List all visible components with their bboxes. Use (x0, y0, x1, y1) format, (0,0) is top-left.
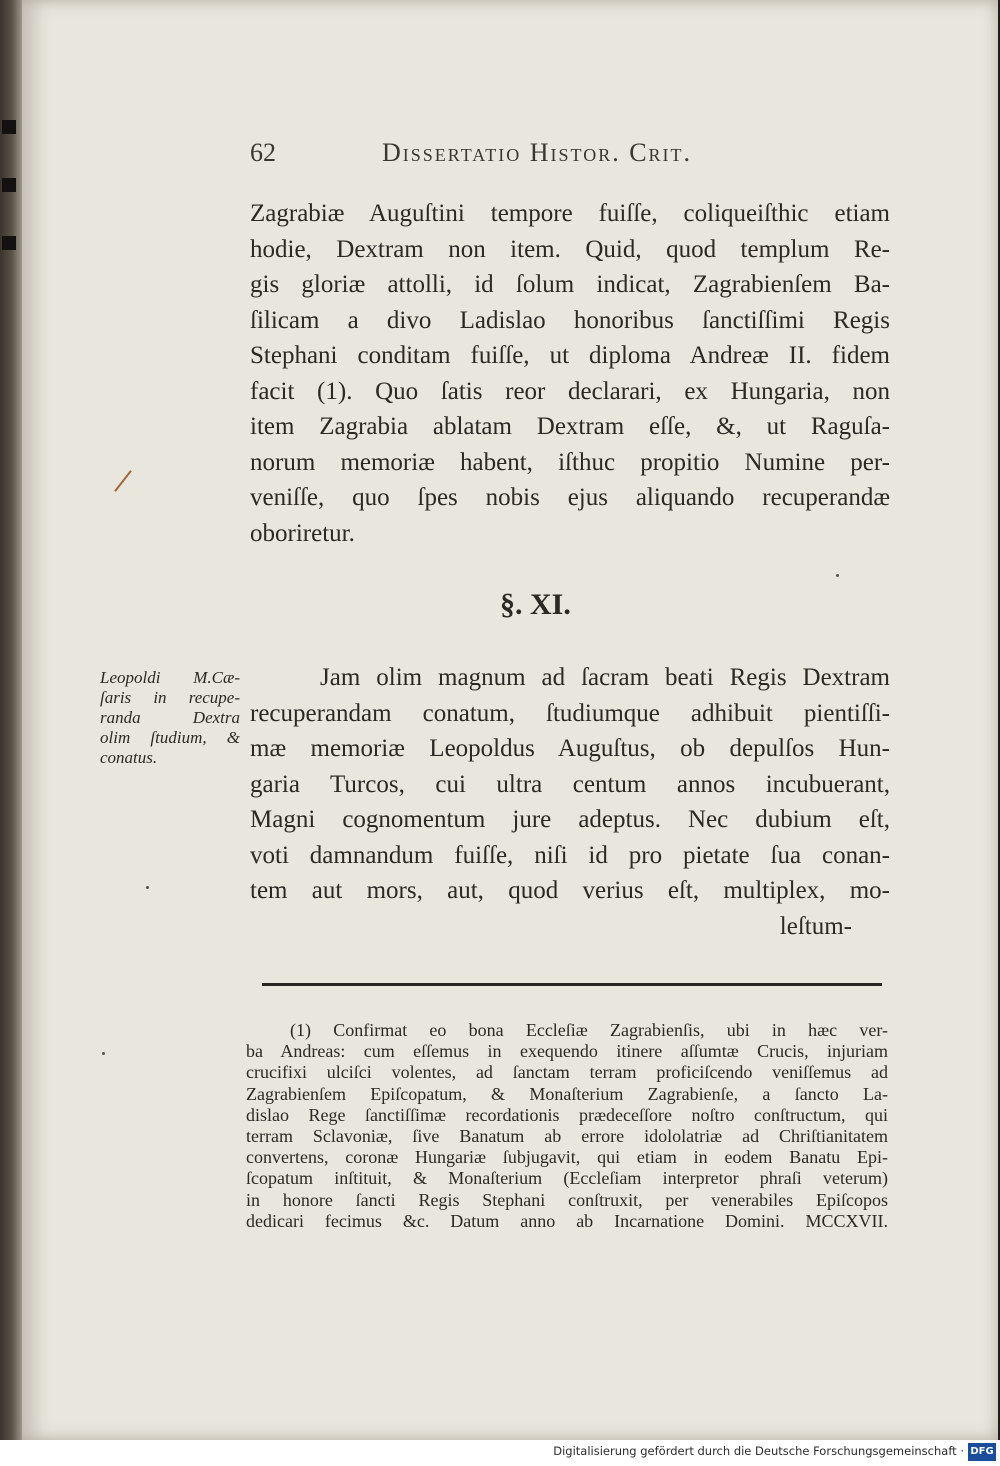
footnote (246, 1020, 888, 1232)
text-line: gis gloriæ attolli, id ſolum indicat, Zagrabienſem Ba- (250, 271, 890, 298)
footnote-line: convertens, coronæ Hungariæ ſubjugavit, qui etiam in eodem Banatu Epi- (246, 1147, 888, 1168)
text-line: mæ memoriæ Leopoldus Auguſtus, ob depulſos Hun- (250, 735, 890, 762)
section-heading: §. XI. (500, 588, 571, 621)
footnote-line: (1) Confirmat eo bona Eccleſiæ Zagrabienſis, ubi in hæc ver- (290, 1020, 888, 1040)
paragraph-1 (250, 196, 890, 551)
text-line: Stephani conditam fuiſſe, ut diploma Andreæ II. fidem (250, 342, 890, 369)
text-line: hodie, Dextram non item. Quid, quod templum Re- (250, 235, 890, 263)
digitization-credit: Digitalisierung gefördert durch die Deutsche Forschungsgemeinschaft · (553, 1444, 964, 1458)
footnote-line: ba Andreas: cum eſſemus in exequendo itinere aſſumtæ Crucis, injuriam (246, 1041, 888, 1062)
footnote-line: dedicari fecimus &c. Datum anno ab Incarnatione Domini. MCCXVII. (246, 1210, 888, 1231)
text-line: item Zagrabia ablatam Dextram eſſe, &, ut Raguſa- (250, 413, 890, 440)
text-line: oboriretur. (250, 519, 355, 547)
footnote-line: dislao Rege ſanctiſſimæ recordationis prædeceſſore noſtro conſtructum, qui (246, 1104, 888, 1125)
text-line: veniſſe, quo ſpes nobis ejus aliquando recuperandæ (250, 484, 890, 511)
marginal-line: Leopoldi M.Cæ- (100, 668, 240, 687)
catchword: leſtum- (779, 912, 852, 940)
marginal-line: ſaris in recupe- (100, 688, 240, 707)
text-line: voti damnandum fuiſſe, niſi id pro pietate ſua conan- (250, 841, 890, 869)
edge-mark (2, 120, 16, 134)
paragraph-2 (250, 660, 890, 944)
marginal-line: olim ſtudium, & (100, 728, 240, 747)
text-line: Zagrabiæ Auguſtini tempore fuiſſe, coliqueiſthic etiam (250, 200, 890, 227)
page-header (250, 138, 890, 172)
footnote-separator-rule (262, 983, 882, 986)
footnote-line: ſcopatum inſtituit, & Monaſterium (Eccleſiam interpretor phraſi veterum) (246, 1168, 888, 1189)
paper-speck (146, 886, 149, 889)
paper-speck (836, 574, 839, 577)
footnote-line: Zagrabienſem Epiſcopatum, & Monaſterium Zagrabienſe, a ſancto La- (246, 1083, 888, 1104)
footnote-line: terram Sclavoniæ, ſive Banatum ab errore idololatriæ ad Chriſtianitatem (246, 1126, 888, 1147)
text-line: norum memoriæ habent, iſthuc propitio Numine per- (250, 448, 890, 476)
marginal-line: conatus. (100, 748, 158, 767)
text-line: ſilicam a divo Ladislao honoribus ſanctiſſimi Regis (250, 306, 890, 334)
page-number: 62 (250, 138, 276, 167)
text-line: facit (1). Quo ſatis reor declarari, ex Hungaria, non (250, 377, 890, 405)
dfg-logo: DFG (968, 1443, 996, 1461)
paper-speck (102, 1052, 105, 1055)
footnote-line: crucifixi ulciſci volentes, ad ſanctam terram proficiſcendo veniſſemus ad (246, 1062, 888, 1083)
text-line: garia Turcos, cui ultra centum annos incubuerant, (250, 770, 890, 798)
edge-mark (2, 178, 16, 192)
text-line: tem aut mors, aut, quod verius eſt, multiplex, mo- (250, 877, 890, 904)
edge-mark (2, 236, 16, 250)
marginal-line: randa Dextra (100, 708, 240, 727)
text-line: Jam olim magnum ad ſacram beati Regis Dextram (320, 664, 890, 691)
footnote-line: in honore ſancti Regis Stephani conſtruxit, per venerabiles Epiſcopos (246, 1189, 888, 1210)
running-title: Dissertatio Histor. Crit. (382, 138, 693, 167)
digitization-footer (0, 1440, 1000, 1466)
text-line: Magni cognomentum jure adeptus. Nec dubium eſt, (250, 806, 890, 833)
marginal-note (100, 668, 240, 768)
text-line: recuperandam conatum, ſtudiumque adhibuit pientiſſi- (250, 699, 890, 727)
